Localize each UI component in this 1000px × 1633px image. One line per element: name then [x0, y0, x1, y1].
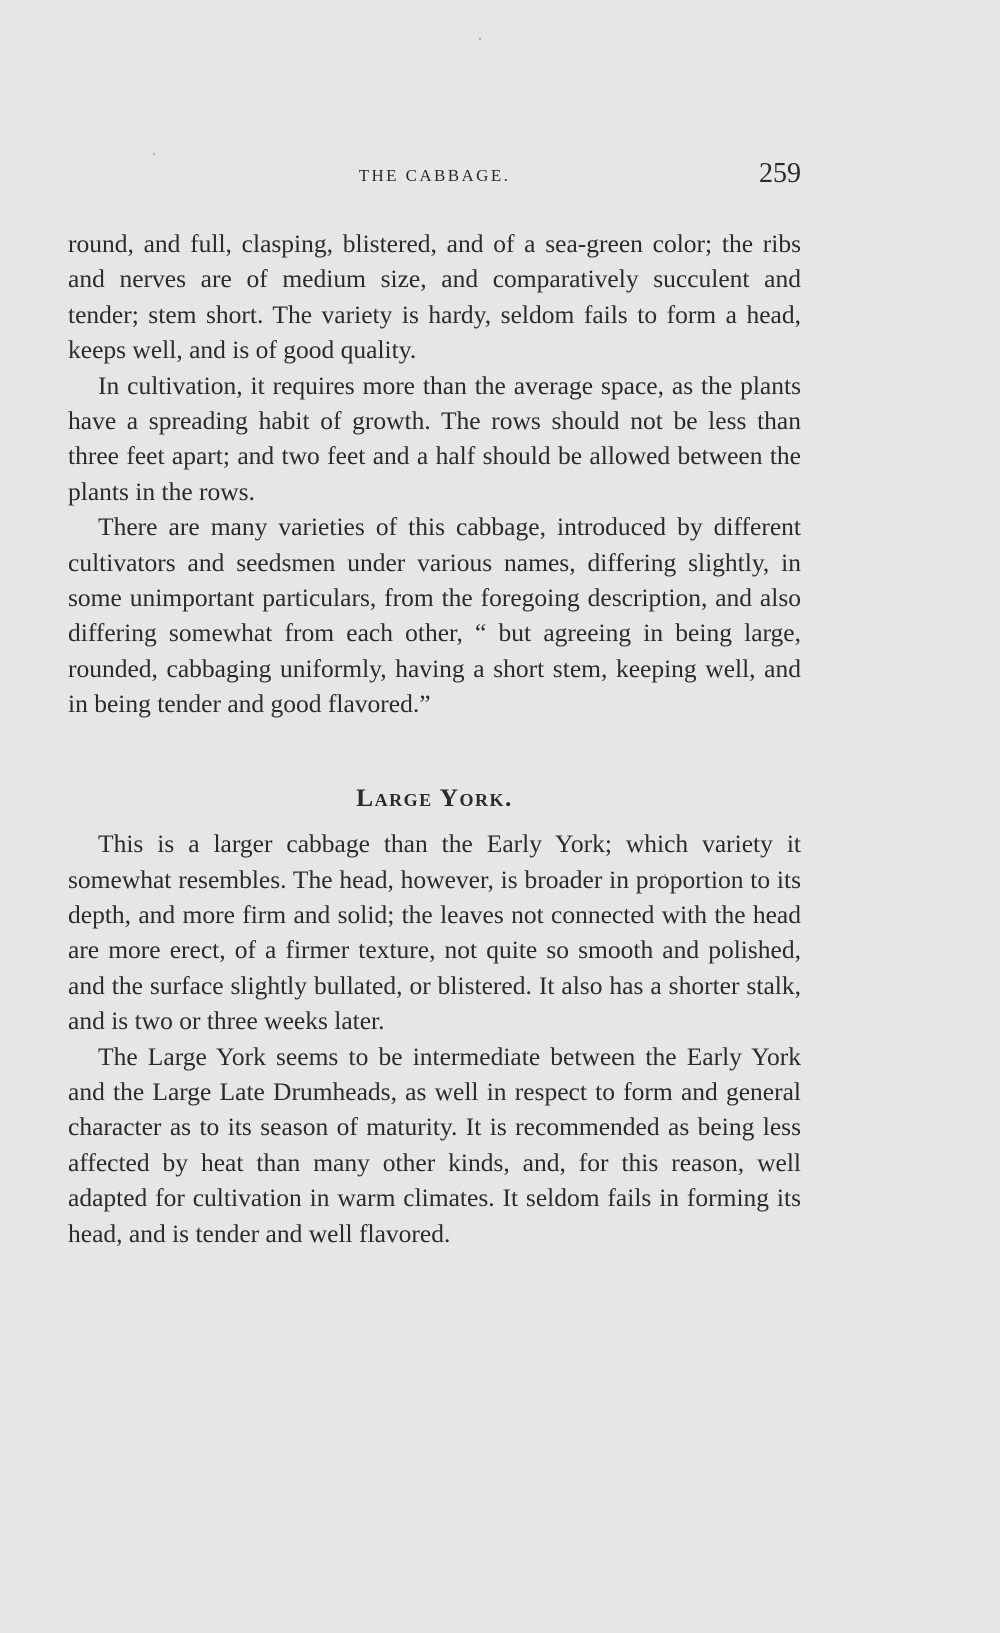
page-number: 259: [759, 158, 801, 189]
paper-speck: [479, 38, 481, 40]
paragraph: The Large York seems to be intermediate between the Early York and the Large Late Drumheads, as well in respect to form and general character as to its season of maturity. It is recommended as being less affected by heat than many other kinds, and, for this reason, well adapted for cultivation in warm climates. It seldom fails in forming its head, and is tender and well flavored.: [68, 1041, 801, 1248]
paragraph: There are many varieties of this cabbage, introduced by different cultivators and seedsmen under various names, differing slightly, in some unimportant particulars, from the foregoing description, and also differing somewhat from each other, “ but agreeing in being large, rounded, cabbaging uniformly, having a short stem, keeping well, and in being tender and good flavored.”: [68, 512, 801, 719]
paper-speck: [153, 153, 155, 155]
body-text: [68, 226, 801, 1251]
paragraph: This is a larger cabbage than the Early York; which variety it somewhat resembles. The head, however, is broader in proportion to its depth, and more firm and solid; the leaves not connected with the head are more erect, of a firmer texture, not quite so smooth and polished, and the surface slightly bullated, or blistered. It also has a shorter stalk, and is two or three weeks later.: [68, 829, 801, 1036]
section-heading: Large York.: [356, 782, 513, 812]
running-title: THE CABBAGE.: [358, 166, 511, 185]
paragraph-continued: round, and full, clasping, blistered, and of a sea-green color; the ribs and nerves are of medium size, and comparatively succulent and tender; stem short. The variety is hardy, seldom fails to form a head, keeps well, and is of good quality.: [68, 229, 801, 365]
paragraph: In cultivation, it requires more than the average space, as the plants have a spreading habit of growth. The rows should not be less than three feet apart; and two feet and a half should be allowed between the plants in the rows.: [68, 370, 801, 506]
running-head: [68, 158, 801, 192]
